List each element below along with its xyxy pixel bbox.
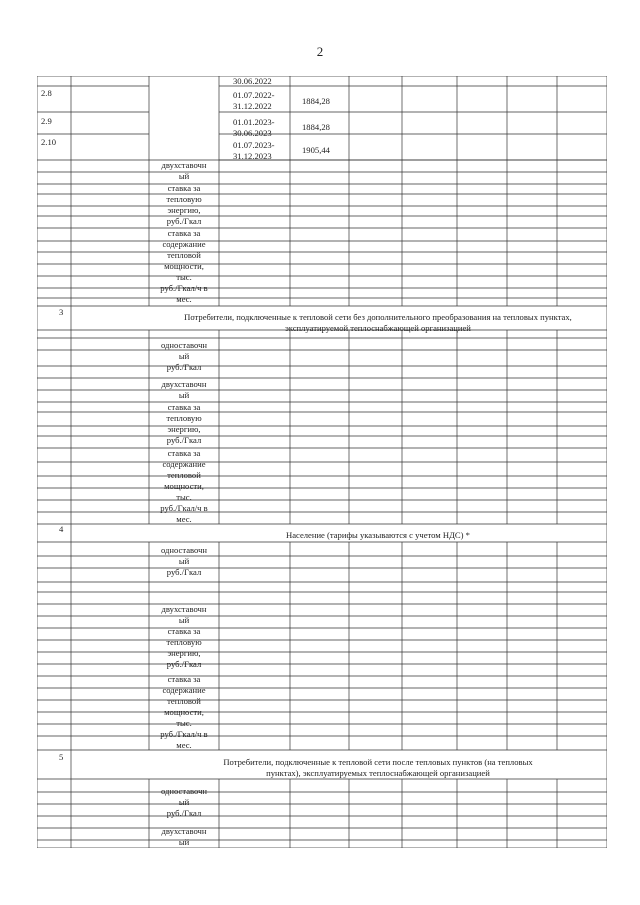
s3-two-part-label: двухставочн ый	[161, 379, 207, 400]
capacity-rate-label: ставка за содержание тепловой мощности, тыс. руб./Гкал/ч в мес.	[160, 228, 208, 304]
tariff-table	[37, 76, 607, 848]
s4-energy-rate-label: ставка за тепловую энергию, руб./Гкал	[166, 626, 202, 669]
section-5-number: 5	[59, 752, 64, 762]
period-2-9-start: 01.01.2023-	[233, 117, 275, 127]
period-start: 30.06.2022	[233, 76, 272, 86]
period-2-8-start: 01.07.2022-	[233, 90, 275, 100]
period-2-9-end: 30.06.2023	[233, 128, 272, 138]
row-number-2-8: 2.8	[41, 88, 52, 98]
section-4-number: 4	[59, 524, 64, 534]
s5-one-part-label: одноставочн ый руб./Гкал	[160, 786, 207, 818]
section-3-title: Потребители, подключенные к тепловой сети без дополнительного преобразования на тепловых пунктах, эксплуатируемой теплоснабжающей организацией	[184, 312, 572, 333]
s4-one-part-label: одноставочн ый руб./Гкал	[160, 545, 207, 577]
page-number: 2	[316, 44, 324, 59]
period-2-10-end: 31.12.2023	[233, 151, 272, 161]
period-2-10-start: 01.07.2023-	[233, 140, 275, 150]
s3-capacity-rate-label: ставка за содержание тепловой мощности, тыс. руб./Гкал/ч в мес.	[160, 448, 208, 524]
table-grid	[37, 76, 607, 848]
section-4-title: Население (тарифы указываются с учетом НДС) *	[286, 530, 470, 540]
s4-capacity-rate-label: ставка за содержание тепловой мощности, тыс. руб./Гкал/ч в мес.	[160, 674, 208, 750]
tariff-value-2-9: 1884,28	[302, 122, 330, 132]
s3-one-part-label: одноставочн ый руб./Гкал	[160, 340, 207, 372]
energy-rate-label: ставка за тепловую энергию, руб./Гкал	[166, 183, 202, 226]
tariff-value-2-8: 1884,28	[302, 96, 330, 106]
section-3-number: 3	[59, 307, 64, 317]
tariff-value-2-10: 1905,44	[302, 145, 330, 155]
s3-energy-rate-label: ставка за тепловую энергию, руб./Гкал	[166, 402, 202, 445]
row-number-2-9: 2.9	[41, 116, 52, 126]
s5-two-part-label: двухставочн ый	[161, 826, 207, 847]
row-number-2-10: 2.10	[41, 137, 57, 147]
s4-two-part-label: двухставочн ый	[161, 604, 207, 625]
two-part-label: двухставочн ый	[161, 160, 207, 181]
section-5-title: Потребители, подключенные к тепловой сети после тепловых пунктов (на тепловых пунктах), эксплуатируемых теплоснабжающей организацией	[223, 757, 533, 778]
period-2-8-end: 31.12.2022	[233, 101, 272, 111]
